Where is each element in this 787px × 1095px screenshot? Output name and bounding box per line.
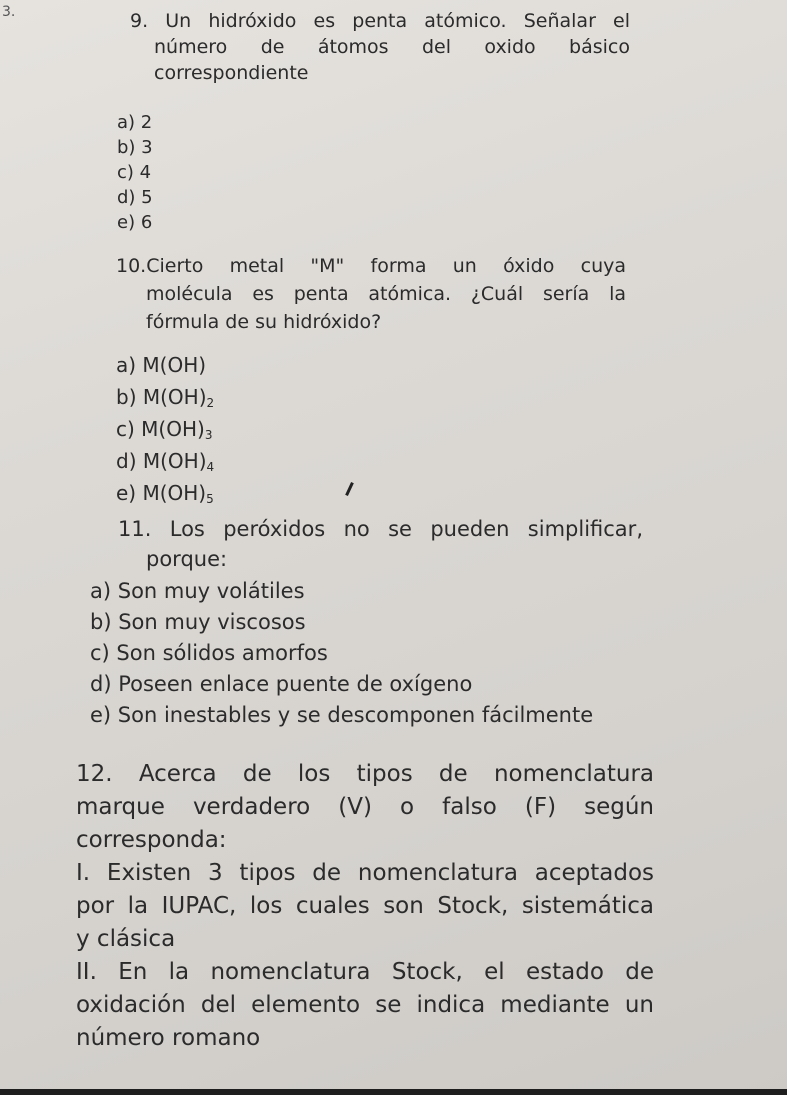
question-10-option-e[interactable]: [116, 480, 214, 512]
question-11-option-c[interactable]: c) Son sólidos amorfos: [90, 641, 328, 665]
question-11-option-e[interactable]: e) Son inestables y se descomponen fácilmente: [90, 703, 594, 727]
question-12-line-3: corresponda:: [76, 827, 227, 853]
question-10-option-a-formula: a) M(OH): [116, 353, 207, 377]
statement-2-line-2: oxidación del elemento se indica mediante un: [76, 992, 654, 1018]
question-10-option-b-formula: b) M(OH): [116, 385, 207, 409]
question-11-option-d[interactable]: d) Poseen enlace puente de oxígeno: [90, 672, 473, 696]
question-11-options: [90, 576, 593, 731]
question-9-option-c[interactable]: c) 4: [117, 162, 152, 183]
statement-2-line-3: número romano: [76, 1025, 261, 1051]
question-10-options: [116, 352, 214, 512]
question-10-line-2: molécula es penta atómica. ¿Cuál sería la: [146, 283, 626, 305]
page-corner-mark: 3.: [2, 4, 16, 20]
question-10-option-e-subscript: 5: [206, 492, 214, 506]
question-10: [116, 252, 626, 336]
question-9-option-d[interactable]: d) 5: [117, 187, 153, 208]
question-11-line-1: 11. Los peróxidos no se pueden simplificar,: [118, 517, 643, 541]
statement-1-line-3: y clásica: [76, 926, 176, 952]
question-10-option-b-subscript: 2: [206, 396, 215, 410]
question-9-option-e[interactable]: e) 6: [117, 212, 153, 233]
statement-1-line-1: I. Existen 3 tipos de nomenclatura aceptados: [76, 860, 654, 886]
pen-mark: [345, 482, 354, 496]
question-10-line-1: 10.Cierto metal "M" forma un óxido cuya: [116, 255, 626, 277]
question-12-line-1: 12. Acerca de los tipos de nomenclatura: [76, 761, 654, 787]
question-10-option-d[interactable]: [116, 448, 214, 480]
question-10-option-c-formula: c) M(OH): [116, 417, 205, 441]
question-10-line-3: fórmula de su hidróxido?: [146, 311, 382, 333]
question-9-line-3: correspondiente: [154, 62, 309, 84]
question-9-option-b[interactable]: b) 3: [117, 137, 153, 158]
statement-1-line-2: por la IUPAC, los cuales son Stock, sistemática: [76, 893, 654, 919]
question-10-option-b[interactable]: [116, 384, 214, 416]
question-10-option-c[interactable]: [116, 416, 214, 448]
question-10-option-d-subscript: 4: [206, 460, 215, 474]
question-9-options: [117, 110, 153, 235]
question-12-line-2: marque verdadero (V) o falso (F) según: [76, 794, 654, 820]
question-12: [76, 758, 654, 1055]
question-10-option-d-formula: d) M(OH): [116, 449, 207, 473]
question-11-option-a[interactable]: a) Son muy volátiles: [90, 579, 305, 603]
question-10-option-e-formula: e) M(OH): [116, 481, 207, 505]
question-10-option-c-subscript: 3: [204, 428, 213, 442]
question-10-option-a[interactable]: [116, 352, 214, 384]
question-9-line-2: número de átomos del oxido básico: [154, 36, 630, 58]
statement-2-line-1: II. En la nomenclatura Stock, el estado de: [76, 959, 654, 985]
question-9-line-1: 9. Un hidróxido es penta atómico. Señalar el: [130, 10, 630, 32]
question-9-option-a[interactable]: a) 2: [117, 112, 153, 133]
question-11-line-2: porque:: [146, 547, 228, 571]
bottom-edge-shadow: [0, 1089, 787, 1095]
question-9: [130, 8, 630, 86]
question-11-option-b[interactable]: b) Son muy viscosos: [90, 610, 306, 634]
question-11: [118, 514, 643, 574]
